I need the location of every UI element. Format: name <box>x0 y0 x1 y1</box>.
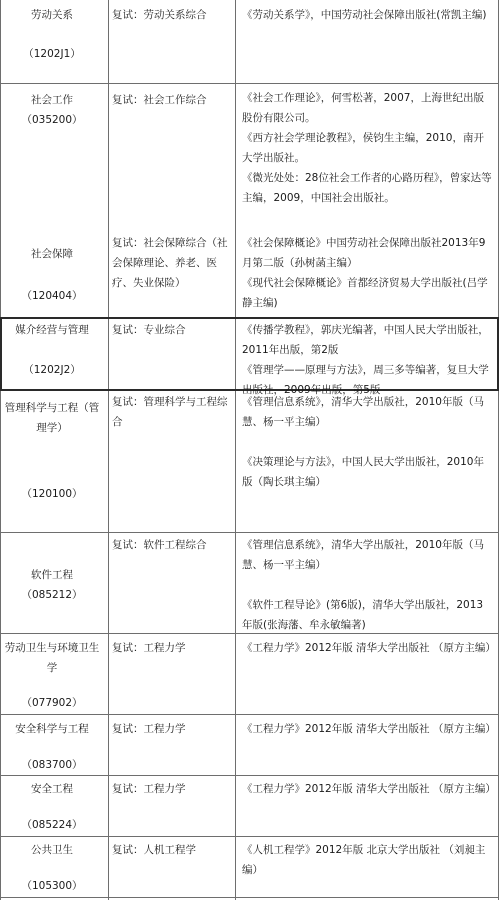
major-name: 媒介经营与管理 <box>15 324 89 336</box>
major-name: 劳动关系 <box>31 9 73 21</box>
reference-book: 《决策理论与方法》，中国人民大学出版社，2010年版（陶长琪主编） <box>242 456 484 488</box>
reference-books <box>242 5 492 25</box>
reference-book: 《社会保障概论》中国劳动社会保障出版社2013年9月第二版（孙树菡主编） <box>242 237 486 269</box>
reference-books <box>242 719 496 739</box>
reference-book: 《微光处处：28位社会工作者的心路历程》，曾家达等主编，2009，中国社会出版社。 <box>242 172 492 204</box>
exam-subject: 复试：管理科学与工程综合 <box>112 396 228 428</box>
major-code: （085212） <box>21 589 83 601</box>
reference-books <box>242 638 496 658</box>
major-code: （077902） <box>21 697 83 709</box>
highlight-border-right <box>497 318 499 390</box>
reference-book: 《工程力学》2012年版 清华大学出版社 （原方主编） <box>242 783 496 795</box>
reference-books <box>242 320 492 400</box>
exam-subject: 复试：社会保障综合（社会保障理论、养老、医疗、失业保险） <box>112 237 228 289</box>
major-code: （120404） <box>21 290 83 302</box>
major-name: 社会保障 <box>31 248 73 260</box>
major-name: 安全工程 <box>31 783 73 795</box>
column-divider-1 <box>108 0 109 900</box>
reference-book: 《工程力学》2012年版 清华大学出版社 （原方主编） <box>242 723 496 735</box>
exam-subject: 复试：劳动关系综合 <box>112 9 207 21</box>
exam-subject: 复试：工程力学 <box>112 783 186 795</box>
major-code: （105300） <box>21 880 83 892</box>
table-border-bottom <box>0 897 499 898</box>
major-code: （120100） <box>21 488 83 500</box>
reference-books <box>242 392 492 492</box>
row-divider <box>0 83 499 84</box>
reference-book: 《人机工程学》2012年版 北京大学出版社 （刘昶主编） <box>242 844 486 876</box>
exam-subject: 复试：工程力学 <box>112 642 186 654</box>
exam-subject: 复试：人机工程学 <box>112 844 196 856</box>
major-name: 管理科学与工程（管理学） <box>4 402 100 434</box>
major-code: （085224） <box>21 819 83 831</box>
reference-books <box>242 840 492 880</box>
major-code: （1202J2） <box>23 364 81 376</box>
row-divider <box>0 714 499 715</box>
major-code: （083700） <box>21 759 83 771</box>
column-divider-2 <box>235 0 236 900</box>
paragraph-gap <box>242 432 492 452</box>
major-code: （035200） <box>21 114 83 126</box>
reference-book: 《管理学——原理与方法》，周三多等编著，复旦大学出版社，2009年出版，第5版 <box>242 364 489 396</box>
exam-subject: 复试：社会工作综合 <box>112 94 207 106</box>
exam-subject: 复试：工程力学 <box>112 723 186 735</box>
major-code: （1202J1） <box>23 48 81 60</box>
major-name: 劳动卫生与环境卫生学 <box>4 642 100 674</box>
reference-book: 《劳动关系学》，中国劳动社会保障出版社(常凯主编) <box>242 9 487 21</box>
paragraph-gap <box>242 575 492 595</box>
exam-subject: 复试：专业综合 <box>112 324 186 336</box>
major-name: 社会工作 <box>31 94 73 106</box>
reference-book: 《管理信息系统》，清华大学出版社，2010年版（马慧、杨一平主编） <box>242 539 484 571</box>
reference-book: 《传播学教程》，郭庆光编著，中国人民大学出版社，2011年出版，第2版 <box>242 324 489 356</box>
exam-subject: 复试：软件工程综合 <box>112 539 207 551</box>
row-divider <box>0 775 499 776</box>
reference-books <box>242 88 492 208</box>
reference-book: 《现代社会保障概论》首都经济贸易大学出版社(吕学静主编) <box>242 277 488 309</box>
row-divider-highlight-top <box>0 317 499 319</box>
reference-books <box>242 233 492 313</box>
reference-book: 《软件工程导论》(第6版)，清华大学出版社，2013年版(张海藩、牟永敏编著) <box>242 599 484 631</box>
major-name: 公共卫生 <box>31 844 73 856</box>
row-divider <box>0 532 499 533</box>
table-border-right <box>498 0 499 900</box>
reference-book: 《工程力学》2012年版 清华大学出版社 （原方主编） <box>242 642 496 654</box>
reference-books <box>242 779 496 799</box>
reference-books <box>242 535 492 635</box>
major-name: 软件工程 <box>31 569 73 581</box>
major-name: 安全科学与工程 <box>15 723 89 735</box>
reference-book: 《西方社会学理论教程》，侯钧生主编，2010，南开大学出版社。 <box>242 132 484 164</box>
reference-book: 《社会工作理论》，何雪松著，2007，上海世纪出版股份有限公司。 <box>242 92 484 124</box>
row-divider <box>0 836 499 837</box>
reference-book: 《管理信息系统》，清华大学出版社，2010年版（马慧、杨一平主编） <box>242 396 484 428</box>
